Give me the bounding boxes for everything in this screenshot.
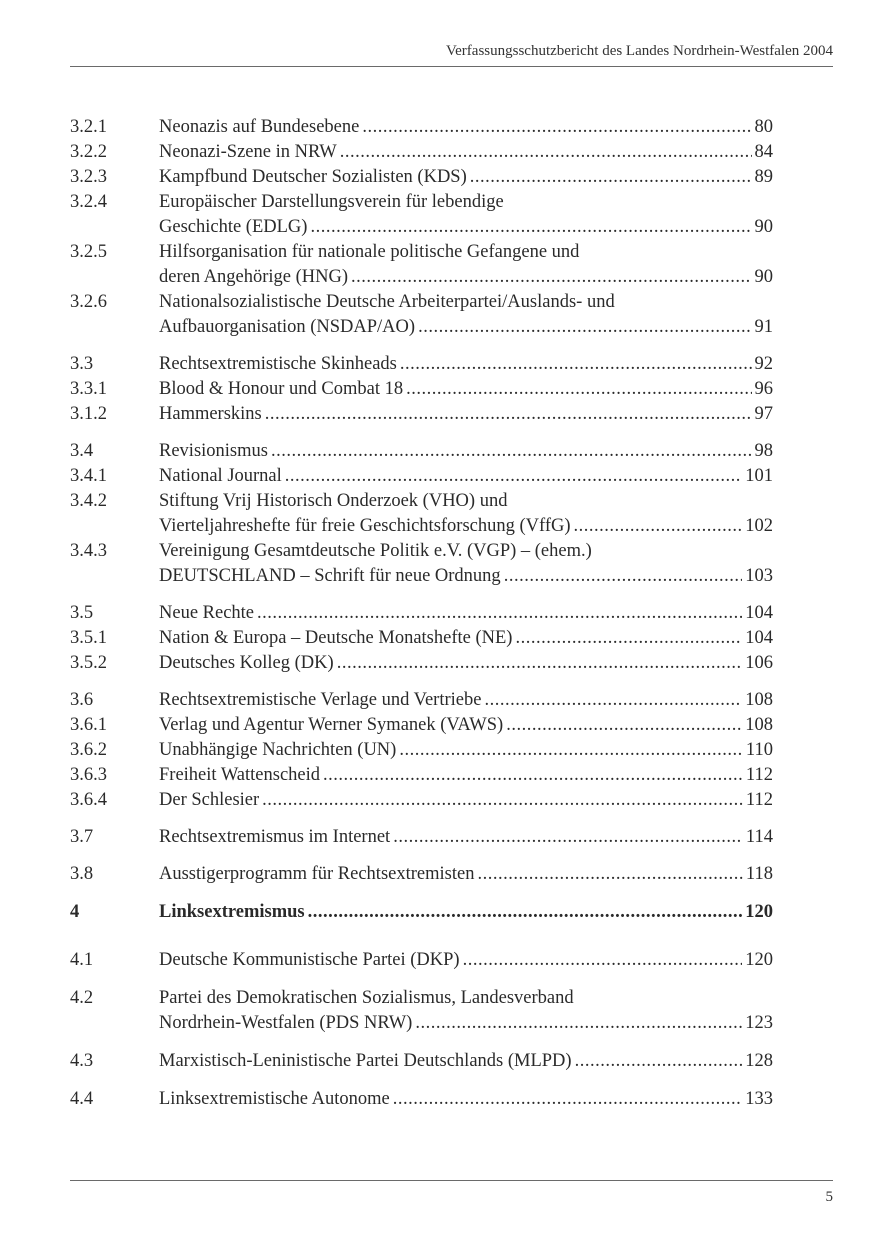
toc-entry-line: [70, 825, 773, 850]
toc-entry-title: Revisionismus: [159, 441, 268, 461]
toc-entry-title: Vierteljahreshefte für freie Geschichtsforschung (VffG): [159, 516, 571, 536]
dot-leader: [575, 1049, 743, 1074]
dot-leader: [574, 514, 743, 539]
toc-page-number: 97: [754, 404, 773, 424]
toc-entry-title: Partei des Demokratischen Sozialismus, Landesverband: [159, 988, 574, 1008]
toc-section-number: 3.2.4: [70, 192, 107, 212]
toc-entry-body: [159, 215, 773, 240]
toc-section-number: 4.2: [70, 988, 94, 1008]
toc-entry-line: [70, 377, 773, 402]
toc-entry-title: deren Angehörige (HNG): [159, 267, 349, 287]
toc-section-number: [70, 514, 159, 539]
toc-page-number: 84: [754, 142, 773, 162]
toc-entry-body: [159, 315, 773, 340]
toc-entry-title: Hilfsorganisation für nationale politische Gefangene und: [159, 242, 580, 262]
toc-entry-body: [159, 140, 773, 165]
toc-entry-line: [70, 115, 773, 140]
toc-section-number: [70, 265, 159, 290]
toc-entry-line: [70, 190, 773, 215]
toc-entry-title: DEUTSCHLAND – Schrift für neue Ordnung: [159, 566, 501, 586]
toc-page-number: 101: [745, 466, 773, 486]
toc-entry-body: [159, 651, 773, 676]
toc-page-number: 102: [745, 516, 773, 536]
dot-leader: [406, 377, 751, 402]
toc-page-number: 106: [745, 653, 773, 673]
toc-entry-title: Nation & Europa – Deutsche Monatshefte (NE): [159, 628, 513, 648]
toc-entry-body: [159, 190, 773, 215]
dot-leader: [393, 825, 743, 850]
toc-entry-line: [70, 439, 773, 464]
toc-page-number: 98: [754, 441, 773, 461]
toc-section-number: 3.2.6: [70, 292, 107, 312]
toc-page-number: 103: [745, 566, 773, 586]
toc-entry-title: Deutsche Kommunistische Partei (DKP): [159, 950, 460, 970]
toc-section-number: 3.2.5: [70, 242, 107, 262]
toc-entry-body: [159, 1049, 773, 1074]
toc-entry-line: [70, 215, 773, 240]
toc-entry-body: [159, 948, 773, 973]
toc-page-number: 123: [745, 1013, 773, 1033]
toc-entry-line: [70, 862, 773, 887]
toc-entry-line: [70, 948, 773, 973]
toc-section-number: 4.3: [70, 1051, 94, 1071]
toc-section-number: 3.3: [70, 354, 94, 374]
toc-entry-line: [70, 514, 773, 539]
toc-entry-body: [159, 1087, 773, 1112]
toc-section-number: 3.5.1: [70, 628, 107, 648]
toc-entry-line: [70, 1049, 773, 1074]
toc-section-number: 3.2.3: [70, 167, 107, 187]
toc-entry-body: [159, 688, 773, 713]
toc-section-number: 3.1.2: [70, 404, 107, 424]
toc-entry-body: [159, 439, 773, 464]
toc-entry-title: Nationalsozialistische Deutsche Arbeiterpartei/Auslands- und: [159, 292, 615, 312]
toc-page-number: 90: [754, 217, 773, 237]
toc-entry-line: [70, 1087, 773, 1112]
toc-entry-title: Europäischer Darstellungsverein für lebendige: [159, 192, 504, 212]
toc-entry-line: [70, 763, 773, 788]
toc-entry-title: Deutsches Kolleg (DK): [159, 653, 334, 673]
toc-section-number: 3.6.3: [70, 765, 107, 785]
toc-entry-title: Freiheit Wattenscheid: [159, 765, 321, 785]
toc-entry-title: Linksextremismus: [159, 902, 305, 922]
toc-entry-body: [159, 377, 773, 402]
dot-leader: [340, 140, 752, 165]
toc-entry-line: [70, 1011, 773, 1036]
toc-entry-line: [70, 626, 773, 651]
toc-entry-line: [70, 265, 773, 290]
toc-entry-title: Marxistisch-Leninistische Partei Deutschlands (MLPD): [159, 1051, 572, 1071]
toc-page-number: 91: [754, 317, 773, 337]
toc-entry-line: [70, 352, 773, 377]
toc-entry-body: [159, 464, 773, 489]
toc-entry-body: [159, 986, 773, 1011]
toc-entry-body: [159, 564, 773, 589]
toc-entry-title: Kampfbund Deutscher Sozialisten (KDS): [159, 167, 467, 187]
dot-leader: [506, 713, 742, 738]
toc-section-number: 3.4: [70, 441, 94, 461]
toc-entry-line: [70, 539, 773, 564]
toc-page-number: 104: [745, 603, 773, 623]
toc-section-number: 3.8: [70, 864, 94, 884]
toc-entry-body: [159, 601, 773, 626]
toc-page-number: 90: [754, 267, 773, 287]
toc-page-number: 92: [754, 354, 773, 374]
toc-entry-line: [70, 738, 773, 763]
dot-leader: [400, 352, 752, 377]
toc-entry-line: [70, 651, 773, 676]
toc-entry-title: Vereinigung Gesamtdeutsche Politik e.V. (VGP) – (ehem.): [159, 541, 592, 561]
toc-entry-body: [159, 713, 773, 738]
dot-leader: [310, 215, 751, 240]
footer-divider: [70, 1180, 833, 1181]
toc-entry-body: [159, 738, 773, 763]
dot-leader: [504, 564, 743, 589]
toc-section-number: 4: [70, 902, 80, 922]
toc-page-number: 120: [745, 902, 773, 922]
header-title: Verfassungsschutzbericht des Landes Nordrhein-Westfalen 2004: [445, 43, 833, 59]
toc-page-number: 89: [754, 167, 773, 187]
toc-entry-line: [70, 601, 773, 626]
toc-entry-body: [159, 265, 773, 290]
toc-page-number: 120: [745, 950, 773, 970]
toc-entry-body: [159, 240, 773, 265]
toc-entry-line: [70, 900, 773, 925]
toc-entry-line: [70, 688, 773, 713]
toc-entry-line: [70, 165, 773, 190]
toc-page-number: 112: [745, 765, 773, 785]
toc-entry-body: [159, 115, 773, 140]
toc-section-number: 3.6.1: [70, 715, 107, 735]
toc-page-number: 96: [754, 379, 773, 399]
dot-leader: [477, 862, 742, 887]
toc-entry-title: National Journal: [159, 466, 282, 486]
toc-entry-title: Rechtsextremistische Skinheads: [159, 354, 397, 374]
page-number: 5: [825, 1189, 833, 1205]
dot-leader: [351, 265, 751, 290]
toc-page-number: 133: [745, 1089, 773, 1109]
dot-leader: [463, 948, 743, 973]
toc-entry-line: [70, 713, 773, 738]
toc-entry-line: [70, 788, 773, 813]
toc-section-number: 3.4.1: [70, 466, 107, 486]
dot-leader: [362, 115, 751, 140]
toc-page-number: 114: [745, 827, 773, 847]
toc-entry-line: [70, 986, 773, 1011]
toc-entry-line: [70, 290, 773, 315]
toc-entry-body: [159, 402, 773, 427]
toc-entry-line: [70, 489, 773, 514]
running-header: [70, 40, 833, 67]
toc-entry-line: [70, 402, 773, 427]
toc-section-number: 3.6.2: [70, 740, 107, 760]
toc-section-number: 3.5: [70, 603, 94, 623]
toc-entry-title: Neonazi-Szene in NRW: [159, 142, 337, 162]
dot-leader: [265, 402, 752, 427]
dot-leader: [399, 738, 743, 763]
table-of-contents: [70, 115, 773, 1112]
dot-leader: [257, 601, 742, 626]
toc-entry-title: Geschichte (EDLG): [159, 217, 308, 237]
toc-entry-body: [159, 539, 773, 564]
toc-section-number: [70, 315, 159, 340]
toc-entry-body: [159, 626, 773, 651]
toc-section-number: 4.4: [70, 1089, 94, 1109]
toc-page-number: 80: [754, 117, 773, 137]
toc-entry-line: [70, 140, 773, 165]
toc-entry-body: [159, 352, 773, 377]
toc-section-number: 3.7: [70, 827, 94, 847]
toc-entry-title: Rechtsextremismus im Internet: [159, 827, 391, 847]
toc-entry-body: [159, 165, 773, 190]
dot-leader: [323, 763, 743, 788]
toc-entry-title: Neonazis auf Bundesebene: [159, 117, 360, 137]
toc-entry-title: Der Schlesier: [159, 790, 260, 810]
toc-entry-title: Unabhängige Nachrichten (UN): [159, 740, 397, 760]
toc-entry-body: [159, 489, 773, 514]
toc-entry-body: [159, 862, 773, 887]
toc-entry-body: [159, 900, 773, 925]
toc-section-number: [70, 1011, 159, 1036]
dot-leader: [415, 1011, 742, 1036]
toc-section-number: 3.3.1: [70, 379, 107, 399]
toc-page-number: 110: [745, 740, 773, 760]
dot-leader: [393, 1087, 743, 1112]
dot-leader: [515, 626, 742, 651]
toc-page-number: 108: [745, 690, 773, 710]
toc-section-number: 3.6.4: [70, 790, 107, 810]
toc-entry-title: Stiftung Vrij Historisch Onderzoek (VHO) und: [159, 491, 508, 511]
toc-entry-line: [70, 464, 773, 489]
toc-section-number: 3.5.2: [70, 653, 107, 673]
toc-section-number: 3.2.2: [70, 142, 107, 162]
dot-leader: [285, 464, 742, 489]
toc-entry-line: [70, 564, 773, 589]
toc-page-number: 104: [745, 628, 773, 648]
toc-entry-body: [159, 763, 773, 788]
toc-section-number: 4.1: [70, 950, 94, 970]
toc-entry-title: Linksextremistische Autonome: [159, 1089, 390, 1109]
toc-section-number: 3.2.1: [70, 117, 107, 137]
toc-section-number: [70, 564, 159, 589]
dot-leader: [470, 165, 752, 190]
toc-section-number: 3.4.3: [70, 541, 107, 561]
toc-entry-title: Blood & Honour und Combat 18: [159, 379, 404, 399]
toc-entry-title: Nordrhein-Westfalen (PDS NRW): [159, 1013, 413, 1033]
toc-section-number: [70, 215, 159, 240]
toc-entry-body: [159, 1011, 773, 1036]
toc-entry-line: [70, 240, 773, 265]
dot-leader: [337, 651, 743, 676]
dot-leader: [262, 788, 743, 813]
toc-page-number: 118: [745, 864, 773, 884]
toc-entry-body: [159, 514, 773, 539]
toc-section-number: 3.6: [70, 690, 94, 710]
toc-section-number: 3.4.2: [70, 491, 107, 511]
dot-leader: [308, 900, 743, 925]
toc-entry-body: [159, 788, 773, 813]
toc-page-number: 128: [745, 1051, 773, 1071]
dot-leader: [418, 315, 751, 340]
toc-entry-line: [70, 315, 773, 340]
dot-leader: [271, 439, 752, 464]
toc-entry-body: [159, 825, 773, 850]
toc-page-number: 108: [745, 715, 773, 735]
toc-entry-title: Verlag und Agentur Werner Symanek (VAWS): [159, 715, 504, 735]
dot-leader: [484, 688, 742, 713]
toc-entry-title: Aufbauorganisation (NSDAP/AO): [159, 317, 416, 337]
toc-entry-title: Hammerskins: [159, 404, 262, 424]
toc-entry-title: Ausstigerprogramm für Rechtsextremisten: [159, 864, 475, 884]
toc-page-number: 112: [745, 790, 773, 810]
toc-entry-title: Rechtsextremistische Verlage und Vertriebe: [159, 690, 482, 710]
toc-entry-title: Neue Rechte: [159, 603, 255, 623]
toc-entry-body: [159, 290, 773, 315]
